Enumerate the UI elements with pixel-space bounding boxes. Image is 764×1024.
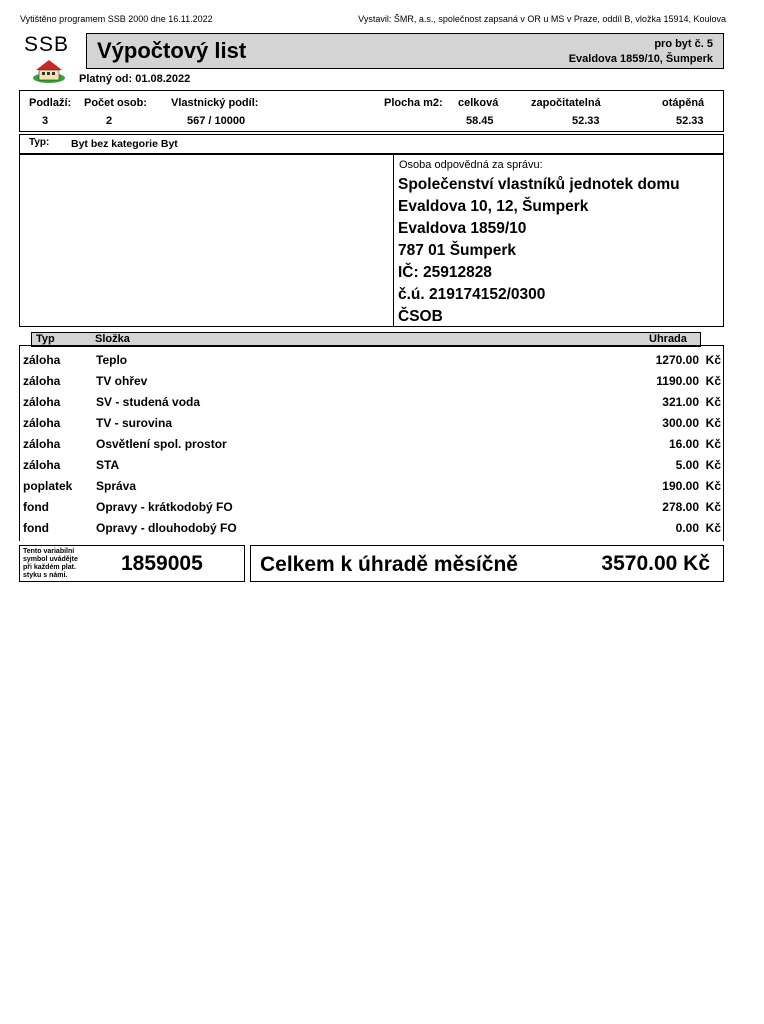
house-logo-icon bbox=[32, 58, 66, 84]
table-row bbox=[23, 500, 723, 521]
row-type: záloha bbox=[23, 416, 61, 430]
manager-divider bbox=[393, 154, 394, 327]
row-type: poplatek bbox=[23, 479, 73, 493]
row-currency: Kč bbox=[705, 416, 721, 430]
total-amount: 3570.00 Kč bbox=[601, 552, 710, 575]
area-total-label: celková bbox=[458, 97, 499, 109]
manager-label: Osoba odpovědná za správu: bbox=[399, 159, 543, 171]
row-type: záloha bbox=[23, 437, 61, 451]
row-amount: 5.00 bbox=[675, 458, 699, 472]
table-row bbox=[23, 458, 723, 479]
area-counted-label: započitatelná bbox=[531, 97, 601, 109]
title-box bbox=[86, 33, 724, 69]
persons-label: Počet osob: bbox=[84, 97, 147, 109]
row-type: záloha bbox=[23, 395, 61, 409]
table-row bbox=[23, 374, 723, 395]
row-currency: Kč bbox=[705, 500, 721, 514]
row-type: fond bbox=[23, 500, 49, 514]
floor-value: 3 bbox=[42, 115, 49, 127]
manager-city: 787 01 Šumperk bbox=[398, 242, 517, 259]
type-box bbox=[19, 134, 724, 154]
area-heated-value: 52.33 bbox=[676, 115, 704, 127]
table-row bbox=[23, 395, 723, 416]
row-amount: 300.00 bbox=[662, 416, 699, 430]
row-component: SV - studená voda bbox=[96, 395, 201, 409]
share-value: 567 / 10000 bbox=[187, 115, 246, 127]
manager-bank: ČSOB bbox=[398, 308, 443, 325]
row-type: fond bbox=[23, 521, 49, 535]
row-component: STA bbox=[96, 458, 120, 472]
area-counted-value: 52.33 bbox=[572, 115, 600, 127]
header-payment: Úhrada bbox=[649, 333, 687, 345]
manager-name: Společenství vlastníků jednotek domu bbox=[398, 176, 680, 193]
row-currency: Kč bbox=[705, 458, 721, 472]
row-amount: 1190.00 bbox=[656, 374, 699, 388]
persons-value: 2 bbox=[106, 115, 113, 127]
header-type: Typ bbox=[36, 333, 55, 345]
logo-text: SSB bbox=[24, 33, 70, 56]
total-box bbox=[250, 545, 724, 582]
row-component: Opravy - krátkodobý FO bbox=[96, 500, 233, 514]
variable-symbol-box bbox=[19, 545, 245, 582]
row-amount: 1270.00 bbox=[655, 353, 699, 367]
row-component: Správa bbox=[96, 479, 137, 493]
row-amount: 16.00 bbox=[668, 437, 699, 451]
row-type: záloha bbox=[23, 353, 61, 367]
table-row bbox=[23, 521, 723, 542]
row-currency: Kč bbox=[705, 479, 721, 493]
area-label: Plocha m2: bbox=[384, 97, 443, 109]
table-row bbox=[23, 437, 723, 458]
floor-label: Podlaží: bbox=[29, 97, 72, 109]
unit-number: pro byt č. 5 bbox=[654, 38, 713, 50]
row-component: Osvětlení spol. prostor bbox=[96, 437, 227, 451]
row-component: Opravy - dlouhodobý FO bbox=[96, 521, 237, 535]
row-type: záloha bbox=[23, 374, 61, 388]
manager-building: Evaldova 1859/10 bbox=[398, 220, 527, 237]
manager-box bbox=[19, 154, 724, 327]
total-label: Celkem k úhradě měsíčně bbox=[260, 553, 518, 576]
table-row bbox=[23, 353, 723, 374]
printed-note: Vytištěno programem SSB 2000 dne 16.11.2022 bbox=[20, 14, 213, 24]
table-row bbox=[23, 479, 723, 500]
valid-from: Platný od: 01.08.2022 bbox=[79, 73, 191, 85]
manager-address: Evaldova 10, 12, Šumperk bbox=[398, 198, 589, 215]
row-currency: Kč bbox=[705, 395, 721, 409]
document-title: Výpočtový list bbox=[97, 38, 247, 63]
area-heated-label: otápěná bbox=[662, 97, 705, 109]
table-row bbox=[23, 416, 723, 437]
row-amount: 321.00 bbox=[662, 395, 699, 409]
manager-account: č.ú. 219174152/0300 bbox=[398, 286, 546, 303]
unit-info-box bbox=[19, 90, 724, 132]
row-currency: Kč bbox=[705, 521, 721, 535]
variable-symbol-note: Tento variabilní symbol uvádějte při každém plat. styku s námi. bbox=[23, 548, 78, 579]
row-currency: Kč bbox=[705, 437, 721, 451]
share-label: Vlastnický podíl: bbox=[171, 97, 259, 109]
header-component: Složka bbox=[95, 333, 130, 345]
variable-symbol: 1859005 bbox=[121, 552, 203, 575]
row-component: TV ohřev bbox=[96, 374, 148, 388]
row-type: záloha bbox=[23, 458, 61, 472]
row-amount: 278.00 bbox=[662, 500, 699, 514]
manager-ic: IČ: 25912828 bbox=[398, 264, 492, 281]
row-component: Teplo bbox=[96, 353, 128, 367]
type-label: Typ: bbox=[29, 137, 50, 148]
row-currency: Kč bbox=[705, 353, 721, 367]
area-total-value: 58.45 bbox=[466, 115, 494, 127]
manager-block bbox=[398, 174, 680, 328]
unit-address: Evaldova 1859/10, Šumperk bbox=[568, 53, 713, 65]
row-currency: Kč bbox=[705, 374, 721, 388]
row-amount: 0.00 bbox=[675, 521, 699, 535]
row-amount: 190.00 bbox=[662, 479, 699, 493]
type-value: Byt bez kategorie Byt bbox=[71, 138, 178, 150]
issuer-note: Vystavil: ŠMR, a.s., společnost zapsaná v OR u MS v Praze, oddíl B, vložka 15914, Koulova bbox=[358, 14, 726, 24]
row-component: TV - surovina bbox=[96, 416, 173, 430]
